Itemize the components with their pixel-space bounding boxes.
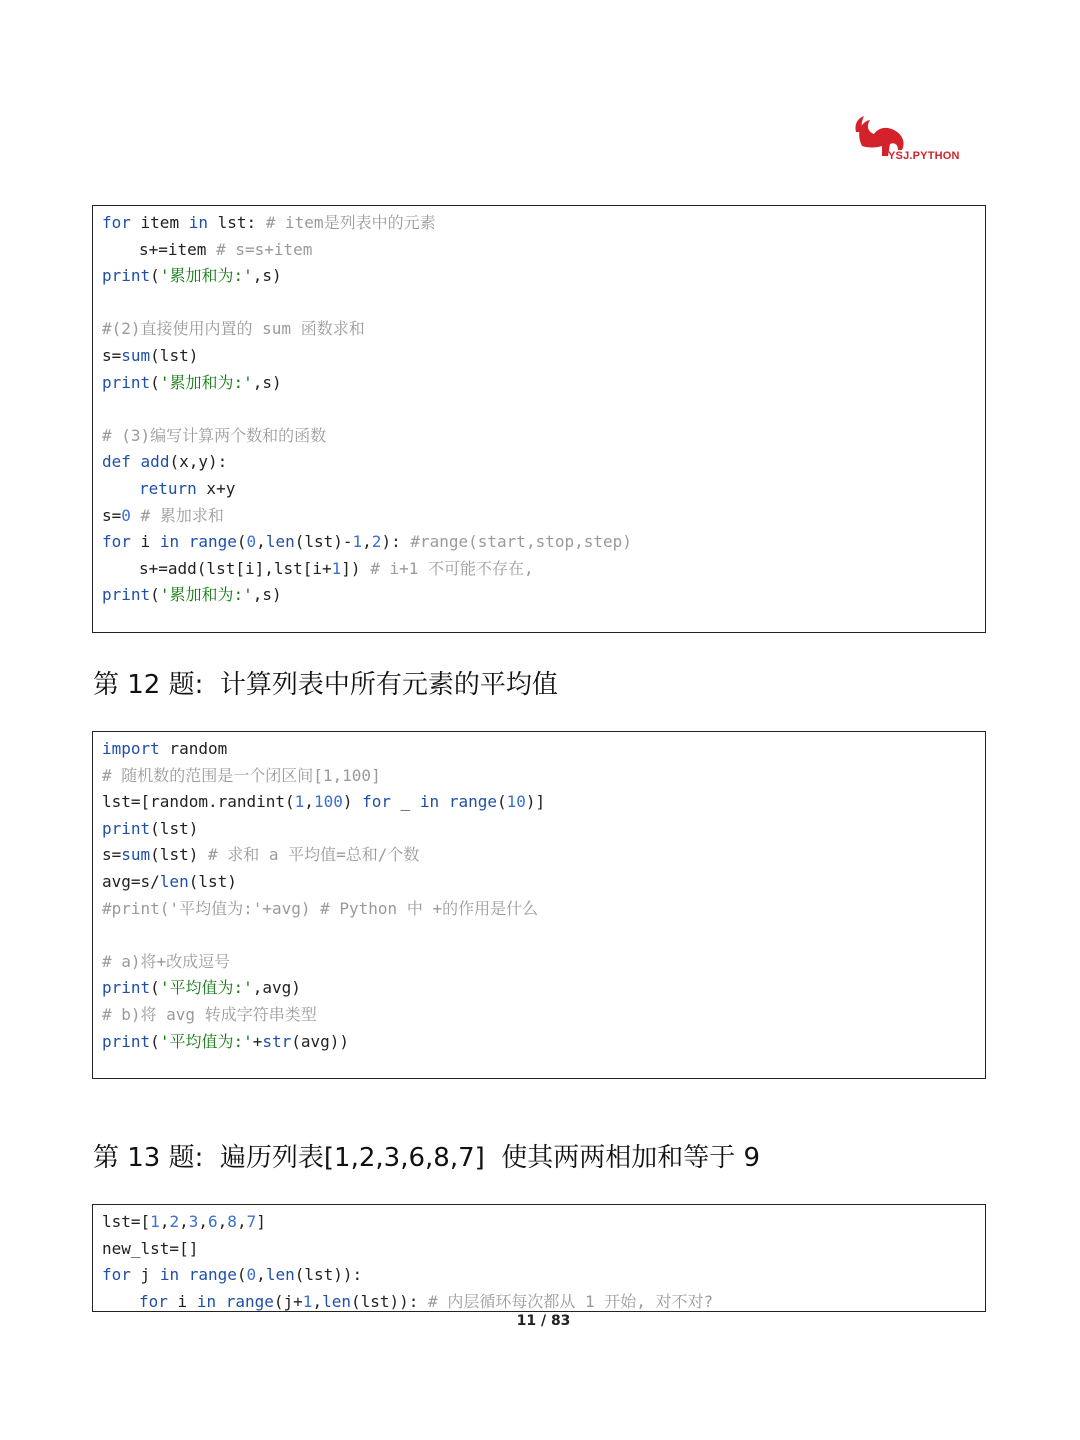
code-line: # 随机数的范围是一个闭区间[1,100]: [102, 765, 381, 785]
code-line: print('累加和为:',s): [102, 266, 282, 286]
code-line: print('平均值为:',avg): [102, 978, 301, 998]
code-line: #(2)直接使用内置的 sum 函数求和: [102, 319, 365, 339]
code-line: print('累加和为:',s): [102, 372, 282, 392]
question-12-heading: 第 12 题: 计算列表中所有元素的平均值: [93, 670, 558, 700]
code-line: s+=add(lst[i],lst[i+1]) # i+1 不可能不存在,: [139, 558, 534, 578]
page-current: 11: [516, 1313, 537, 1329]
code-line: avg=s/len(lst): [102, 871, 237, 891]
code-line: print(lst): [102, 818, 199, 838]
code-line: for j in range(0,len(lst)):: [102, 1265, 363, 1285]
code-line: s=sum(lst): [102, 345, 199, 365]
page-separator: /: [540, 1313, 547, 1329]
code-block-average: [92, 731, 986, 1079]
code-line: lst=[random.randint(1,100) for _ in range(10)]: [102, 792, 546, 812]
code-line: for i in range(0,len(lst)-1,2): #range(start,stop,step): [102, 532, 632, 552]
code-line: for item in lst: # item是列表中的元素: [102, 213, 436, 232]
code-line-blank: [102, 922, 985, 949]
code-block-pairs: [92, 1204, 986, 1312]
code-line-blank: [102, 290, 985, 317]
code-line: # a)将+改成逗号: [102, 951, 231, 971]
logo-text: YSJ.PYTHON: [888, 150, 960, 162]
code-line: print('累加和为:',s): [102, 585, 282, 605]
code-line: # b)将 avg 转成字符串类型: [102, 1004, 317, 1024]
question-13-heading: 第 13 题: 遍历列表[1,2,3,6,8,7] 使其两两相加和等于 9: [93, 1143, 761, 1173]
page-total: 83: [550, 1313, 571, 1329]
code-line: new_lst=[]: [102, 1238, 199, 1258]
code-line: s+=item # s=s+item: [139, 239, 313, 259]
code-line: for i in range(j+1,len(lst)): # 内层循环每次都从 1 开始, 对不对?: [139, 1291, 714, 1311]
code-line-blank: [102, 396, 985, 423]
code-line: import random: [102, 739, 228, 758]
code-line: #print('平均值为:'+avg) # Python 中 +的作用是什么: [102, 898, 539, 918]
code-line: def add(x,y):: [102, 452, 228, 472]
code-line: # (3)编写计算两个数和的函数: [102, 425, 327, 445]
code-line: return x+y: [139, 478, 236, 498]
code-line: s=0 # 累加求和: [102, 505, 224, 525]
code-line: print('平均值为:'+str(avg)): [102, 1031, 350, 1051]
code-block-sum: [92, 205, 986, 633]
code-line: s=sum(lst) # 求和 a 平均值=总和/个数: [102, 845, 420, 865]
code-line: lst=[1,2,3,6,8,7]: [102, 1212, 266, 1231]
page-number: [0, 1313, 1080, 1329]
